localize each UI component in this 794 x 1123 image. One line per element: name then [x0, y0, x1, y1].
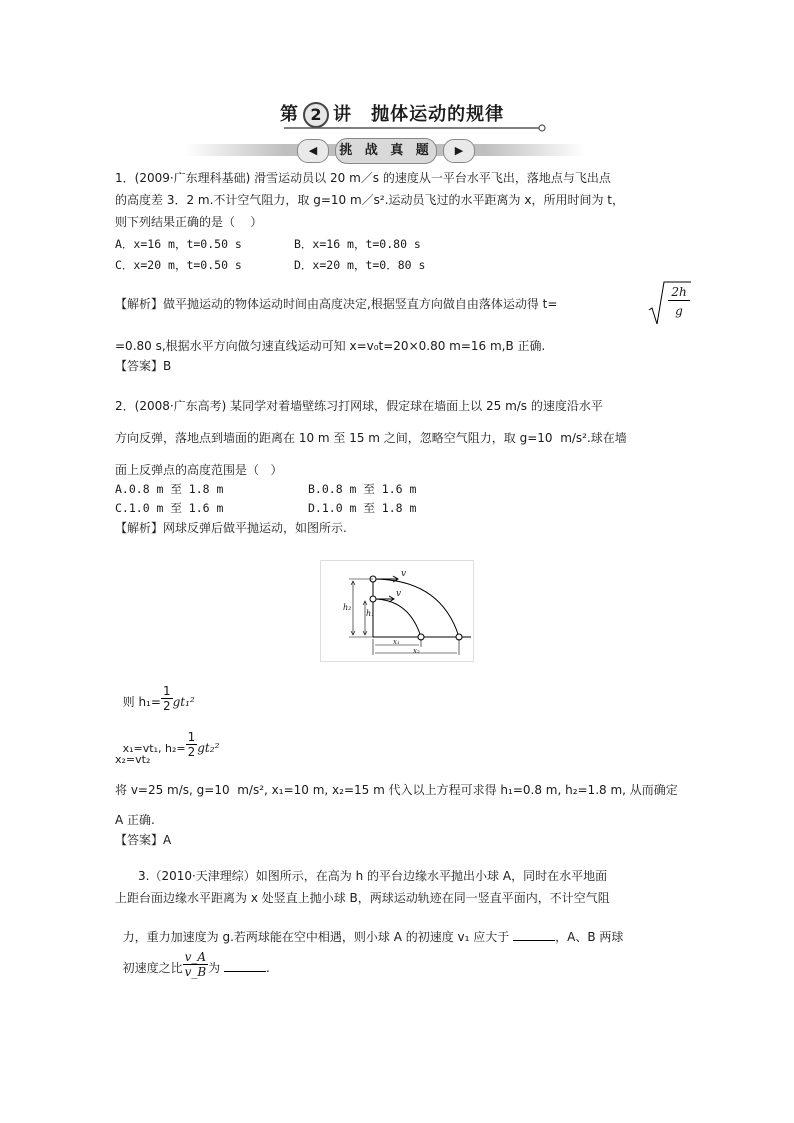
q2-answer: 【答案】A [115, 833, 172, 847]
radical-numerator: 2h [668, 284, 690, 301]
title-underline-decoration [280, 100, 550, 132]
q2-analysis: 【解析】网球反弹后做平抛运动，如图所示. [115, 521, 347, 535]
q3-line-4-prefix: 初速度之比 [122, 961, 183, 975]
q2-option-a: A.0.8 m 至 1.8 m [115, 482, 224, 496]
q2-eq1-prefix: 则 h₁= [122, 695, 161, 709]
q3-line-3-end: ，A、B 两球 [555, 930, 624, 944]
q1-answer: 【答案】B [115, 359, 172, 373]
q2-eq3: x₂=vt₂ [115, 753, 151, 766]
q1-analysis-line-1: 【解析】做平抛运动的物体运动时间由高度决定,根据竖直方向做自由落体运动得 t= [115, 297, 558, 311]
q2-eq2-half [186, 730, 198, 759]
radical-denominator: g [675, 304, 683, 318]
fig-label-h1: h₁ [366, 609, 375, 618]
q3-line-2: 上距台面边缘水平距离为 x 处竖直上抛小球 B，两球运动轨迹在同一竖直平面内，不计空气阻 [115, 891, 610, 905]
q2-line-3: 面上反弹点的高度范围是（ ） [115, 463, 283, 477]
fig-label-v-top: v [401, 569, 407, 579]
projectile-figure [320, 560, 474, 662]
frac-num: 1 [162, 684, 171, 698]
q1-line-3: 则下列结果正确的是（ ） [115, 215, 263, 229]
title-suffix: 讲 [333, 104, 352, 125]
q1-option-b: B．x=16 m，t=0.80 s [294, 237, 421, 251]
title-number: 2 [303, 102, 329, 128]
q1-analysis-line-2: =0.80 s,根据水平方向做匀速直线运动可知 x=v₀t=20×0.80 m=16 m,B 正确. [115, 339, 546, 353]
q3-blank-2[interactable] [224, 959, 266, 972]
section-banner [185, 138, 585, 162]
fig-label-h2: h₂ [343, 603, 352, 612]
q3-line-3-text: 力，重力加速度为 g.若两球能在空中相遇，则小球 A 的初速度 v₁ 应大于 [122, 930, 510, 944]
q2-line-2: 方向反弹，落地点到墙面的距离在 10 m 至 15 m 之间，忽略空气阻力，取 g=10 m/s².球在墙 [115, 431, 627, 445]
q1-option-d: D．x=20 m，t=0．80 s [294, 258, 426, 272]
q3-line-4-period: . [265, 961, 270, 975]
q2-substitution-line-1: 将 v=25 m/s, g=10 m/s², x₁=10 m, x₂=15 m 代入以上方程可求得 h₁=0.8 m, h₂=1.8 m, 从而确定 [115, 783, 678, 797]
fig-label-x1: x₁ [393, 638, 400, 646]
right-arrow-icon: ▶ [443, 139, 475, 163]
title-text: 抛体运动的规律 [371, 104, 505, 125]
q2-eq2-prefix: x₁=vt₁, h₂= [122, 742, 186, 755]
q2-option-c: C.1.0 m 至 1.6 m [115, 501, 224, 515]
q2-eq1-half [161, 684, 173, 713]
lecture-title [280, 100, 550, 132]
q2-option-b: B.0.8 m 至 1.6 m [308, 482, 417, 496]
q2-option-d: D.1.0 m 至 1.8 m [308, 501, 417, 515]
left-arrow-icon: ◀ [297, 139, 329, 163]
banner-label: 挑 战 真 题 [335, 138, 437, 164]
q2-line-1: 2．(2008·广东高考) 某同学对着墙壁练习打网球，假定球在墙面上以 25 m/s 的速度沿水平 [115, 399, 603, 413]
ratio-den: v_B [184, 965, 207, 979]
fig-label-x2: x₂ [413, 647, 420, 655]
title-prefix: 第 [280, 104, 299, 125]
fig-label-v-lower: v [396, 589, 402, 599]
q3-blank-1[interactable] [513, 928, 555, 941]
q2-eq1 [115, 676, 195, 713]
q1-line-2: 的高度差 3．2 m.不计空气阻力，取 g=10 m／s².运动员飞过的水平距离为 x，所用时间为 t， [115, 193, 624, 207]
q2-eq2-gt: gt₂² [197, 741, 220, 755]
q1-option-a: A．x=16 m，t=0.50 s [115, 237, 242, 251]
q3-line-4 [115, 942, 270, 979]
q1-option-c: C．x=20 m，t=0.50 s [115, 258, 242, 272]
frac-num: 1 [187, 730, 196, 744]
ratio-num: v_A [184, 950, 207, 964]
q3-line-3 [115, 912, 623, 945]
q3-line-1: 3.（2010·天津理综）如图所示，在高为 h 的平台边缘水平抛出小球 A，同时在水平地面 [138, 869, 608, 883]
frac-den: 2 [187, 745, 196, 759]
q3-ratio [183, 950, 208, 979]
q2-eq1-gt: gt₁² [172, 695, 195, 709]
q2-substitution-line-2: A 正确. [115, 813, 155, 827]
q1-line-1: 1．(2009·广东理科基础) 滑雪运动员以 20 m／s 的速度从一平台水平飞出，落地点与飞出点 [115, 171, 611, 185]
q3-line-4-post: 为 [208, 961, 221, 975]
frac-den: 2 [162, 699, 171, 713]
